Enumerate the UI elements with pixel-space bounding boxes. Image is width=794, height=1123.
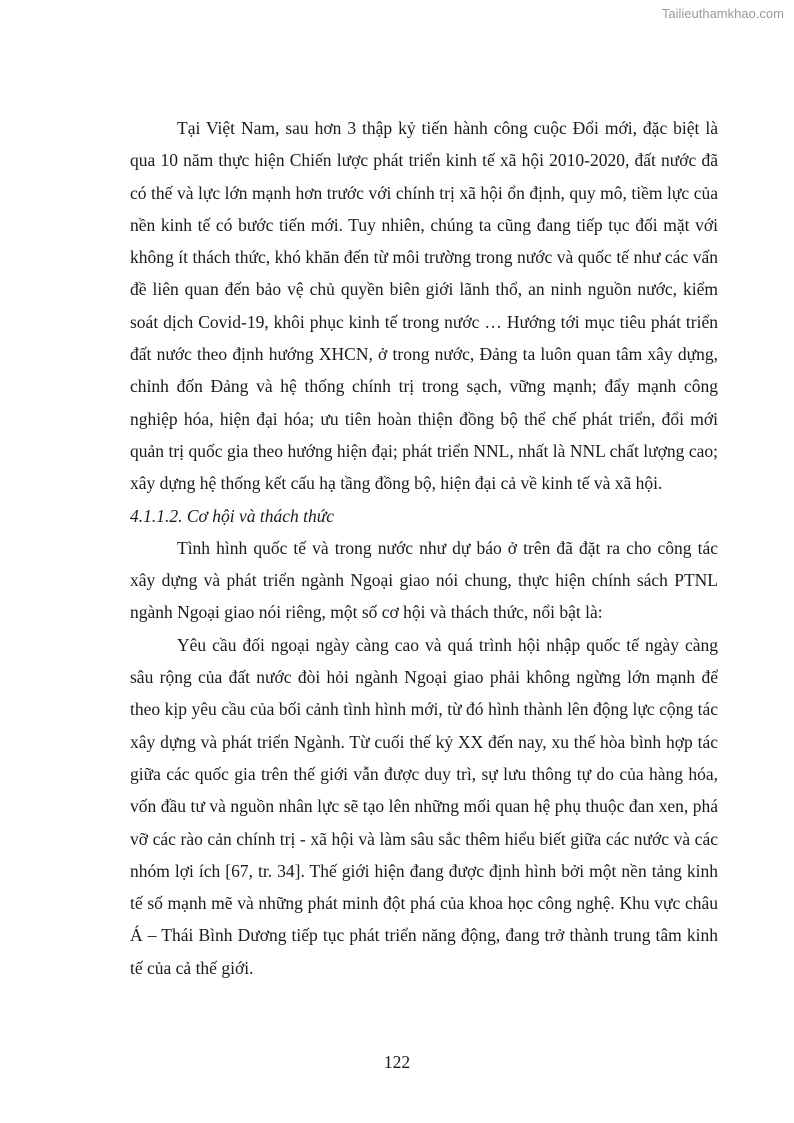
page-number: 122	[383, 1052, 411, 1072]
document-body	[130, 112, 718, 984]
watermark-text: Tailieuthamkhao.com	[661, 6, 784, 21]
paragraph: Yêu cầu đối ngoại ngày càng cao và quá trình hội nhập quốc tế ngày càng sâu rộng của đất nước đòi hỏi ngành Ngoại giao phải không ngừng lớn mạnh để theo kịp yêu cầu của bối cảnh tình hình mới, từ đó hình thành lên động lực cộng tác xây dựng và phát triển Ngành. Từ cuối thế kỷ XX đến nay, xu thế hòa bình hợp tác giữa các quốc gia trên thế giới vẫn được duy trì, sự lưu thông tự do của hàng hóa, vốn đầu tư và nguồn nhân lực sẽ tạo lên những mối quan hệ phụ thuộc đan xen, phá vỡ các rào cản chính trị - xã hội và làm sâu sắc thêm hiểu biết giữa các nước và các nhóm lợi ích [67, tr. 34]. Thế giới hiện đang được định hình bởi một nền tảng kinh tế số mạnh mẽ và những phát minh đột phá của khoa học công nghệ. Khu vực châu Á – Thái Bình Dương tiếp tục phát triển năng động, đang trở thành trung tâm kinh tế của cả thế giới.	[130, 634, 718, 978]
section-heading: 4.1.1.2. Cơ hội và thách thức	[130, 505, 335, 526]
paragraph: Tại Việt Nam, sau hơn 3 thập kỷ tiến hành công cuộc Đổi mới, đặc biệt là qua 10 năm thực hiện Chiến lược phát triển kinh tế xã hội 2010-2020, đất nước đã có thế và lực lớn mạnh hơn trước với chính trị xã hội ổn định, quy mô, tiềm lực của nền kinh tế có bước tiến mới. Tuy nhiên, chúng ta cũng đang tiếp tục đối mặt với không ít thách thức, khó khăn đến từ môi trường trong nước và quốc tế như các vấn đề liên quan đến bảo vệ chủ quyền biên giới lãnh thổ, an ninh nguồn nước, kiểm soát dịch Covid-19, khôi phục kinh tế trong nước … Hướng tới mục tiêu phát triển đất nước theo định hướng XHCN, ở trong nước, Đảng ta luôn quan tâm xây dựng, chỉnh đốn Đảng và hệ thống chính trị trong sạch, vững mạnh; đẩy mạnh công nghiệp hóa, hiện đại hóa; ưu tiên hoàn thiện đồng bộ thể chế phát triển, đổi mới quản trị quốc gia theo hướng hiện đại; phát triển NNL, nhất là NNL chất lượng cao; xây dựng hệ thống kết cấu hạ tầng đồng bộ, hiện đại cả về kinh tế và xã hội.	[130, 118, 718, 494]
paragraph: Tình hình quốc tế và trong nước như dự báo ở trên đã đặt ra cho công tác xây dựng và phát triển ngành Ngoại giao nói chung, thực hiện chính sách PTNL ngành Ngoại giao nói riêng, một số cơ hội và thách thức, nổi bật là:	[130, 537, 718, 623]
